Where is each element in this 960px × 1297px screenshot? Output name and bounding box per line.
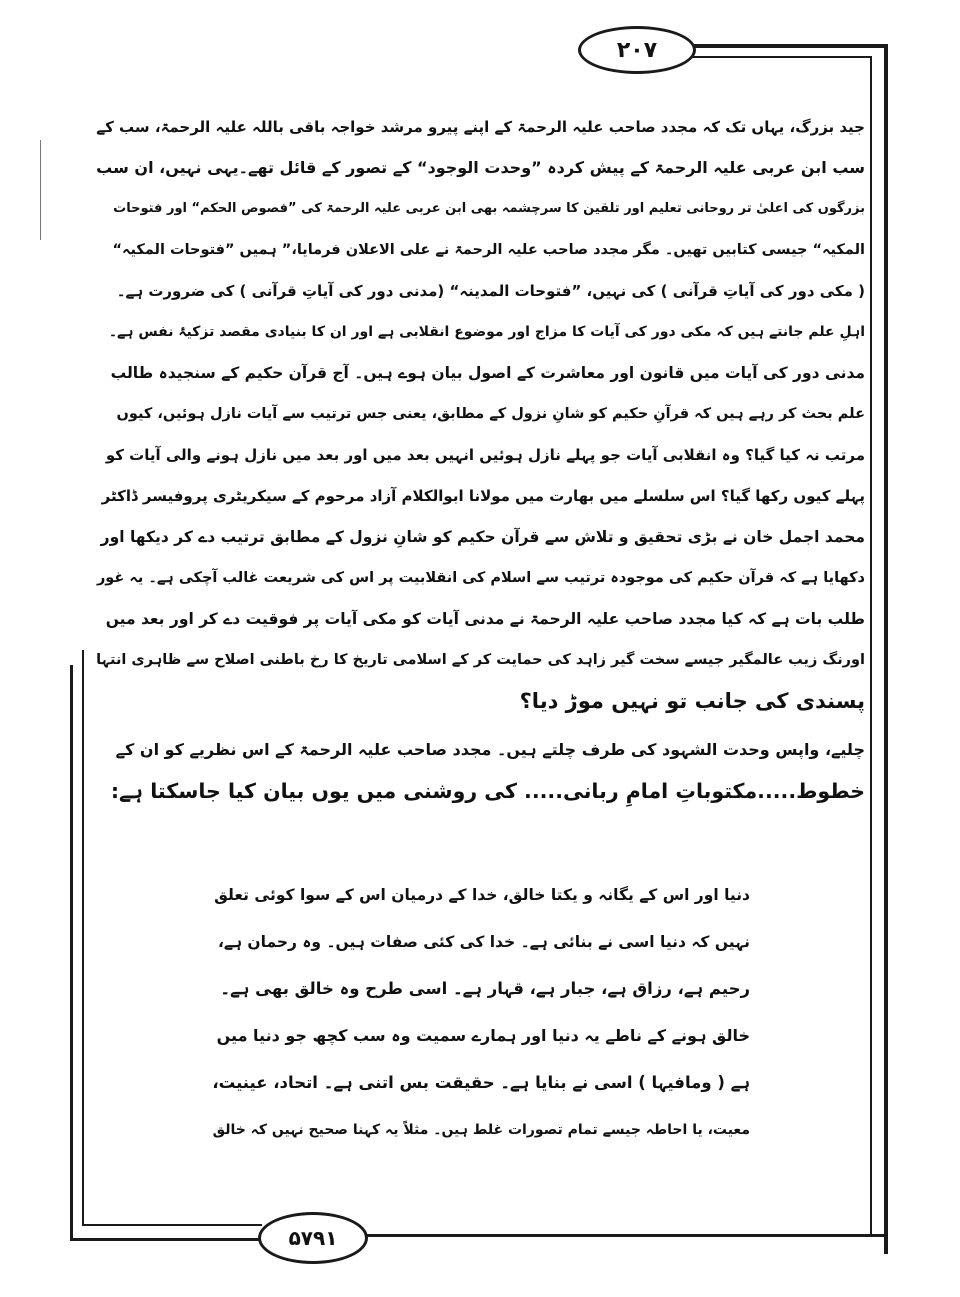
page-border-bottom [70,1238,260,1241]
quote-line: رحیم ہے، رزاق ہے، جبار ہے، قہار ہے۔ اسی طرح وہ خالق بھی ہے۔ [220,979,750,998]
quote-block [205,880,750,1180]
text-line: اورنگ زیب عالمگیر جیسے سخت گیر زاہد کی حمایت کر کے اسلامی تاریخ کا رخ باطنی اصلاح سے ظاہری انتہا [96,652,865,668]
page-number-bottom: ۵۷۹۱ [258,1212,368,1264]
text-line: چلیے، واپس وحدت الشہود کی طرف چلتے ہیں۔ مجدد صاحب علیہ الرحمۃ کے اس نظریے کو ان کے [115,740,865,759]
text-line: دکھایا ہے کہ قرآن حکیم کی موجودہ ترتیب سے اسلام کی انقلابیت پر اس کی شریعت غالب آچکی ہے۔ یہ غور [96,570,865,586]
quote-line: معیت، یا احاطہ جیسے تمام تصورات غلط ہیں۔ مثلاً یہ کہنا صحیح نہیں کہ خالق [212,1122,750,1138]
page-border-inner-bottom [82,1224,262,1226]
text-line: طلب بات ہے کہ کیا مجدد صاحب علیہ الرحمۃ نے مدنی آیات کو مکی آیات پر فوقیت دے کر اور بعد میں [105,610,865,628]
text-line: ( مکی دور کی آیاتِ قرآنی ) کی نہیں، ”فتوحات المدینہ“ (مدنی دور کی آیاتِ قرآنی ) کی ضرورت ہے۔ [116,282,865,300]
page-border-inner-left [82,650,84,1225]
page-border-right [884,44,888,1254]
text-line: بزرگوں کی اعلیٰ تر روحانی تعلیم اور تلقین کا سرچشمہ بھی ابن عربی علیہ الرحمۃ کی ”فصوص الحکم“ اور فتوحات [113,201,865,216]
quote-line: نہیں کہ دنیا اسی نے بنائی ہے۔ خدا کی کئی صفات ہیں۔ وہ رحمان ہے، [217,933,750,951]
text-line: سب ابن عربی علیہ الرحمۃ کے پیش کردہ ”وحدت الوجود“ کے تصور کے قائل تھے۔یہی نہیں، ان سب [96,158,865,177]
text-line: جید بزرگ، یہاں تک کہ مجدد صاحب علیہ الرحمۃ کے اپنے پیرو مرشد خواجہ باقی باللہ علیہ الرحمۃ، سب کے [96,118,865,136]
quote-line: دنیا اور اس کے یگانہ و یکتا خالق، خدا کے درمیان اس کے سوا کوئی تعلق [214,886,750,904]
main-paragraph [95,112,865,882]
page-border-bottom-right [360,1234,885,1237]
text-line: مرتب نہ کیا گیا؟ وہ انقلابی آیات جو پہلے نازل ہوئیں انہیں بعد میں اور بعد میں نازل ہونے والی آیات کو [105,446,865,464]
text-line: علم بحث کر رہے ہیں کہ قرآنِ حکیم کو شانِ نزول کے مطابق، یعنی جس ترتیب سے آیات نازل ہوئیں، کیوں [116,406,865,422]
text-line: محمد اجمل خان نے بڑی تحقیق و تلاش سے قرآن حکیم کو شانِ نزول کے مطابق ترتیب دے کر دیکھا اور [100,528,865,546]
quote-line: ہے ( ومافیہا ) اسی نے بنایا ہے۔ حقیقت بس اتنی ہے۔ اتحاد، عینیت، [212,1073,750,1092]
page-border-inner-right [870,56,872,1236]
text-line: مدنی دور کی آیات میں قانون اور معاشرت کے اصول بیان ہوے ہیں۔ آج قرآن حکیم کے سنجیدہ طالب [110,364,865,382]
scan-mark [40,140,41,240]
page-border-top [688,44,888,48]
page-border-left [70,665,73,1240]
text-line: اہلِ علم جانتے ہیں کہ مکی دور کی آیات کا مزاج اور موضوع انقلابی ہے اور ان کا بنیادی مقصد تزکیۂ نفس ہے۔ [108,324,865,340]
page-number-top: ۲۰۷ [578,26,696,74]
text-line: المکیہ“ جیسی کتابیں تھیں۔ مگر مجدد صاحب علیہ الرحمۃ نے علی الاعلان فرمایا،” ہمیں ”فتوحات المکیہ“ [112,242,865,258]
text-line: خطوط.....مکتوباتِ امامِ ربانی..... کی روشنی میں یوں بیان کیا جاسکتا ہے: [110,779,865,803]
text-line: پسندی کی جانب تو نہیں موڑ دیا؟ [519,689,865,713]
page-border-inner-top [680,56,872,58]
quote-line: خالق ہونے کے ناطے یہ دنیا اور ہمارے سمیت وہ سب کچھ جو دنیا میں [216,1026,750,1045]
text-line: پہلے کیوں رکھا گیا؟ اس سلسلے میں بھارت میں مولانا ابوالکلام آزاد مرحوم کے سیکریٹری پروفیسر ڈاکٹر [101,487,865,505]
